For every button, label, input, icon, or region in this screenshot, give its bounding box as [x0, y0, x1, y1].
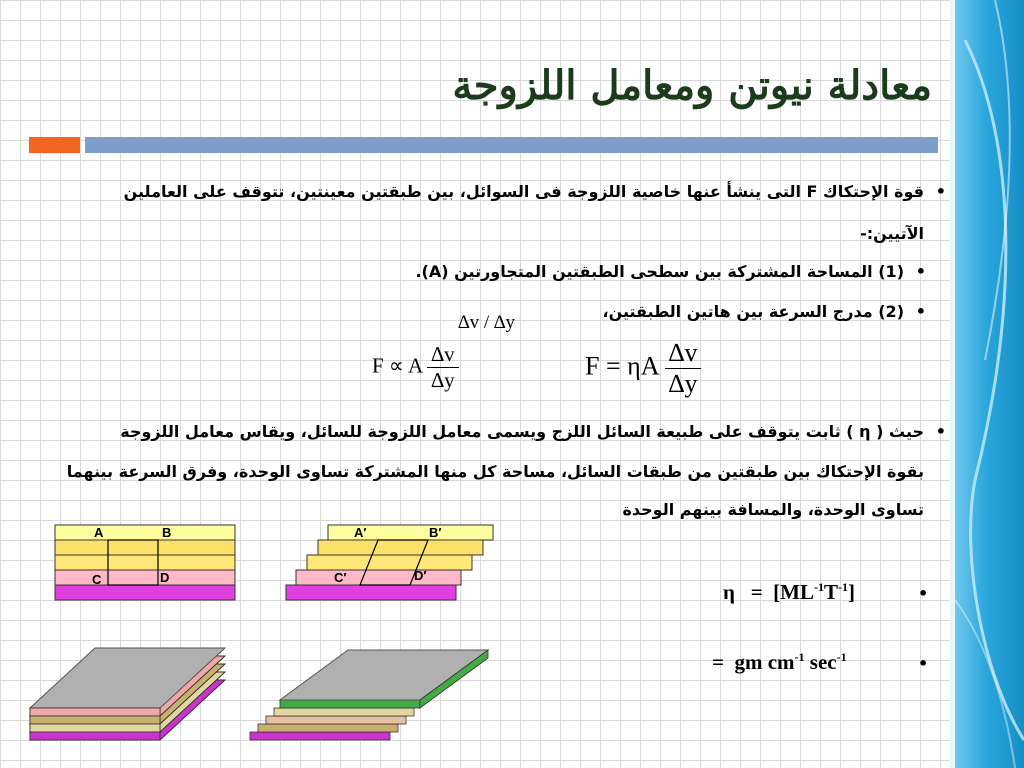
dimension-unit-close: ]: [848, 580, 855, 604]
stack-3d-aligned: [20, 640, 250, 755]
formula-newton-denominator: ∆y: [665, 368, 702, 399]
paragraph-1-line-1: • قوة الإحتكاك F التى ينشأ عنها خاصية اللزوجة فى السوائل، بين طبقتين معينتين، تتوقف على العاملين: [124, 182, 924, 201]
layer-5: [55, 585, 235, 600]
label-d: D: [160, 570, 170, 585]
formula-newton-numerator: ∆v: [668, 338, 698, 367]
units-equals: =: [712, 650, 724, 674]
dimension-exp-2: -1: [838, 580, 848, 594]
dimension-unit-mid: T: [823, 580, 838, 604]
sheared-layer-5: [286, 585, 456, 600]
formula-newton-fraction: [665, 338, 702, 399]
side-swoosh-icon: [955, 0, 1024, 768]
layer-4: [55, 570, 235, 585]
sheared-layer-1: [328, 525, 493, 540]
label-c: C: [92, 572, 102, 587]
formula-newton-lhs: F = ηA: [585, 351, 659, 381]
label-b: B: [162, 525, 172, 540]
sheared-layer-2: [318, 540, 483, 555]
dimension-equals: =: [750, 580, 763, 604]
units-formula: [712, 650, 847, 675]
title-accent-blue: [85, 137, 938, 153]
layer-3: [55, 555, 235, 570]
eta-symbol: η: [723, 580, 735, 604]
sheared-layer-4: [296, 570, 461, 585]
diagram-layers-sheared: [280, 520, 500, 605]
units-text-1: gm cm: [734, 650, 795, 674]
paragraph-2-line-1: • حيث ( η ) ثابت يتوقف على طبيعة السائل اللزج ويسمى معامل اللزوجة للسائل، ويقاس معامل اللزوجة: [120, 422, 924, 441]
paragraph-1-line-2: الآتيين:-: [860, 224, 924, 243]
dimension-formula: [723, 580, 855, 605]
layer-1: [55, 525, 235, 540]
list-item-area: • (1) المساحة المشتركة بين سطحى الطبقتين المتجاورتين (A).: [415, 262, 904, 281]
units-exp-2: -1: [836, 650, 847, 664]
diagram-layers-undeformed: [50, 520, 240, 605]
side-decor-panel: [955, 0, 1024, 768]
label-a: A: [94, 525, 104, 540]
stack-3d-sheared: [240, 640, 500, 755]
dimension-unit-open: [ML: [773, 580, 814, 604]
formula-newton: [585, 338, 701, 399]
page-title: معادلة نيوتن ومعامل اللزوجة: [452, 62, 932, 109]
formula-proportional-numerator: ∆v: [431, 342, 455, 366]
formula-proportional-denominator: ∆y: [427, 367, 458, 393]
label-c-prime: C′: [334, 570, 347, 585]
label-b-prime: B′: [429, 525, 442, 540]
label-d-prime: D′: [414, 568, 427, 583]
gradient-label: ∆v / ∆y: [458, 312, 516, 333]
dimension-bullet: •: [918, 584, 929, 603]
formula-proportional: [372, 342, 459, 393]
units-exp-1: -1: [794, 650, 805, 664]
formula-proportional-lhs: F ∝ A: [372, 353, 423, 378]
units-bullet: •: [918, 654, 929, 673]
list-item-velocity-gradient: • (2) مدرج السرعة بين هاتين الطبقتين،: [602, 302, 904, 321]
formula-proportional-fraction: [427, 342, 458, 393]
title-accent-orange: [29, 137, 80, 153]
layer-2: [55, 540, 235, 555]
dimension-exp-1: -1: [813, 580, 824, 594]
label-a-prime: A′: [354, 525, 367, 540]
sheared-layer-3: [307, 555, 472, 570]
paragraph-2-line-3: تساوى الوحدة، والمسافة بينهم الوحدة: [622, 500, 924, 519]
units-text-2: sec: [804, 650, 837, 674]
paragraph-2-line-2: بقوة الإحتكاك بين طبقتين من طبقات السائل، مساحة كل منها المشتركة تساوى الوحدة، وفرق السرعة بينهما: [66, 462, 924, 481]
